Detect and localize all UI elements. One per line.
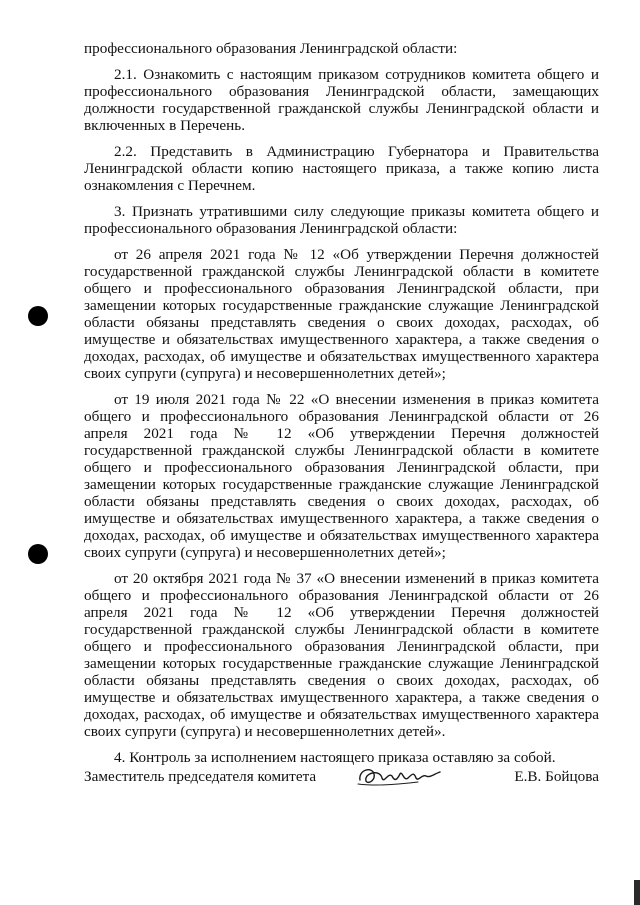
paragraph-2-2: 2.2. Представить в Администрацию Губернатора и Правительства Ленинградской области копию настоящего приказа, а также копию листа ознакомления с Перечнем. <box>84 143 599 194</box>
punch-hole <box>28 306 48 326</box>
signer-position: Заместитель председателя комитета <box>84 768 317 785</box>
paragraph-3-order-2: от 19 июля 2021 года № 22 «О внесении изменения в приказ комитета общего и профессионального образования Ленинградской области от 26 апреля 2021 года № 12 «Об утверждении Перечня должностей государственной гражданской службы Ленинградской области в комитете общего и профессионального образования Ленинградской области, при замещении которых государственные гражданские служащие Ленинградской области обязаны представлять сведения о своих доходах, расходах, об имуществе и обязательствах имущественного характера, а также сведения о доходах, расходах, об имуществе и обязательствах имущественного характера своих супруги (супруга) и несовершеннолетних детей»; <box>84 391 599 561</box>
scan-edge-mark <box>634 880 640 905</box>
paragraph-4: 4. Контроль за исполнением настоящего приказа оставляю за собой. <box>114 749 556 766</box>
paragraph-continuation: профессионального образования Ленинградской области: <box>84 40 458 57</box>
paragraph-3-order-1: от 26 апреля 2021 года № 12 «Об утверждении Перечня должностей государственной гражданской службы Ленинградской области в комитете общего и профессионального образования Ленинградской области, при замещении которых государственные гражданские служащие Ленинградской области обязаны представлять сведения о своих доходах, расходах, об имуществе и обязательствах имущественного характера, а также сведения о доходах, расходах, об имуществе и обязательствах имущественного характера своих супруги (супруга) и несовершеннолетних детей»; <box>84 246 599 382</box>
handwritten-signature <box>354 760 444 792</box>
document-body <box>84 40 599 775</box>
signer-name: Е.В. Бойцова <box>514 768 599 785</box>
paragraph-3-order-3: от 20 октября 2021 года № 37 «О внесении изменений в приказ комитета общего и профессионального образования Ленинградской области от 26 апреля 2021 года № 12 «Об утверждении Перечня должностей государственной гражданской службы Ленинградской области в комитете общего и профессионального образования Ленинградской области, при замещении которых государственные гражданские служащие Ленинградской области обязаны представлять сведения о своих доходах, расходах, об имуществе и обязательствах имущественного характера, а также сведения о доходах, расходах, об имуществе и обязательствах имущественного характера своих супруги (супруга) и несовершеннолетних детей». <box>84 570 599 740</box>
paragraph-3: 3. Признать утратившими силу следующие приказы комитета общего и профессионального образования Ленинградской области: <box>84 203 599 237</box>
punch-hole <box>28 544 48 564</box>
paragraph-2-1: 2.1. Ознакомить с настоящим приказом сотрудников комитета общего и профессионального образования Ленинградской области, замещающих должности государственной гражданской службы Ленинградской области и включенных в Перечень. <box>84 66 599 134</box>
signature-block <box>84 768 599 792</box>
